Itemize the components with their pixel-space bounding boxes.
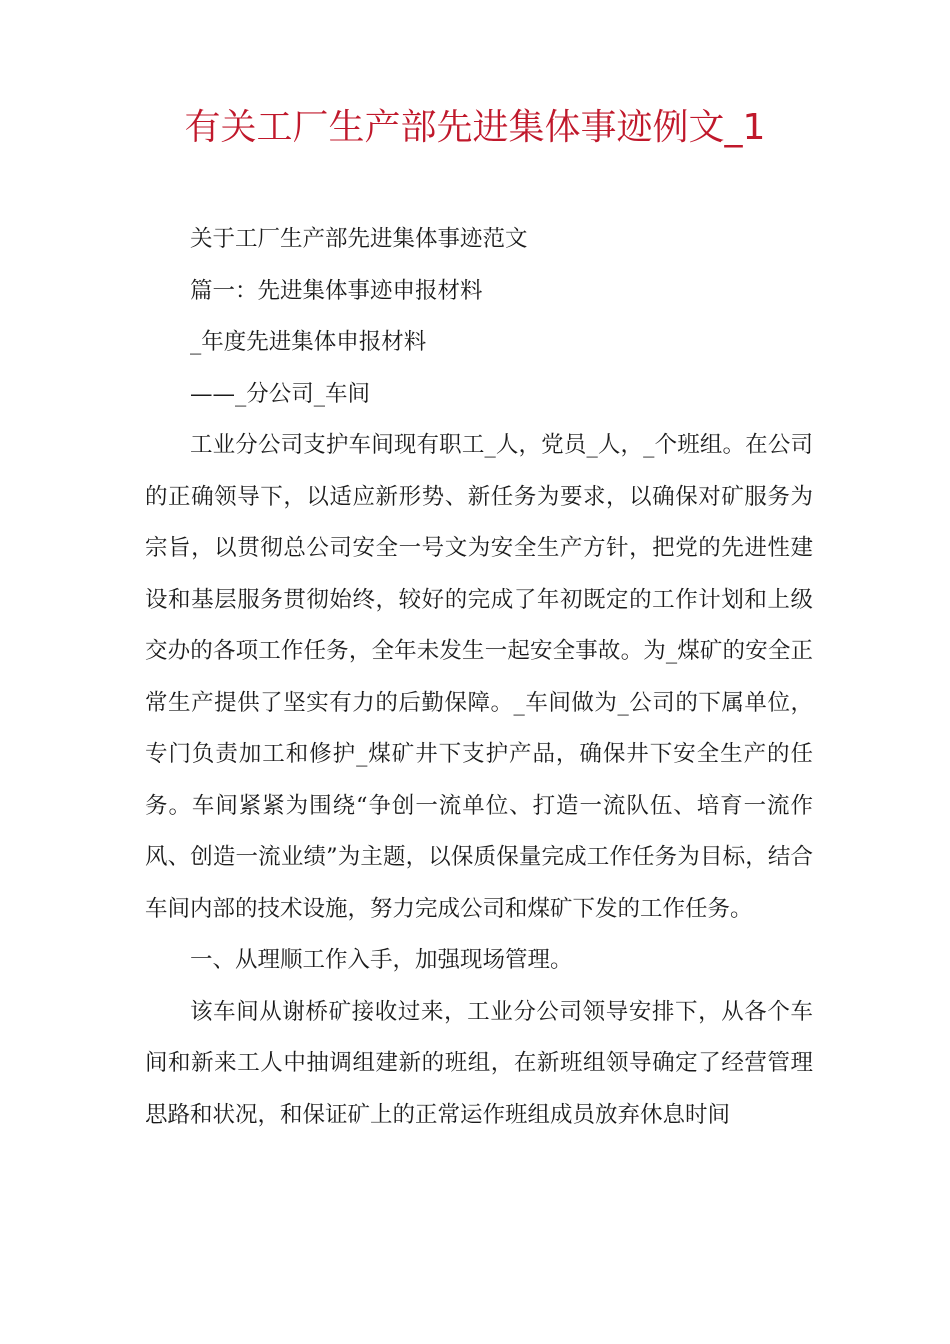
document-title: 有关工厂生产部先进集体事迹例文_1 bbox=[184, 107, 766, 148]
paragraph-section-title: 篇一：先进集体事迹申报材料 bbox=[190, 277, 483, 304]
paragraph-intro: 工业分公司支护车间现有职工_人，党员_人，_个班组。在公司的正确领导下，以适应新形势、新任务为要求，以确保对矿服务为宗旨，以贯彻总公司安全一号文为安全生产方针，把党的先进性建设和基层服务贯彻始终，较好的完成了年初既定的工作计划和上级交办的各项工作任务，全年未发生一起安全事故。为_煤矿的安全正常生产提供了坚实有力的后勤保障。_车间做为_公司的下属单位，专门负责加工和修护_煤矿井下支护产品，确保井下安全生产的任务。车间紧紧为围绕“争创一流单位、打造一流队伍、培育一流作风、创造一流业绩”为主题，以保质保量完成工作任务为目标，结合车间内部的技术设施，努力完成公司和煤矿下发的工作任务。 bbox=[145, 432, 813, 922]
paragraph-section-one-body: 该车间从谢桥矿接收过来，工业分公司领导安排下，从各个车间和新来工人中抽调组建新的班组，在新班组领导确定了经营管理思路和状况，和保证矿上的正常运作班组成员放弃休息时间 bbox=[145, 998, 813, 1128]
paragraph-subtitle: _年度先进集体申报材料 bbox=[190, 329, 427, 355]
paragraph-unit-line: ——_分公司_车间 bbox=[190, 380, 371, 407]
document-body bbox=[145, 214, 813, 1141]
paragraph-section-one-heading: 一、从理顺工作入手，加强现场管理。 bbox=[190, 947, 573, 973]
paragraph-heading: 关于工厂生产部先进集体事迹范文 bbox=[190, 226, 528, 252]
